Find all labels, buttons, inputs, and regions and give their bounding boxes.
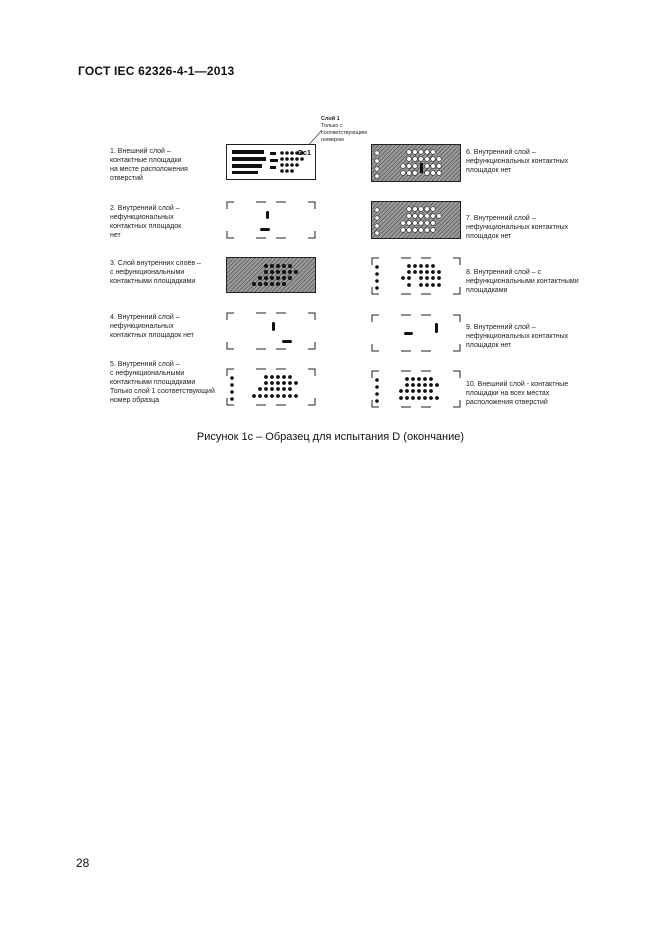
- label-layer-5: 5. Внутренний слой – с нефункциональными контактными площадками Только слой 1 соответствующий номер образца: [110, 361, 215, 404]
- label-layer-2: 2. Внутренний слой – нефункциональных контактных площадок нет: [110, 205, 182, 239]
- label-layer-9: 9. Внутренний слой – нефункциональных контактных площадок нет: [466, 324, 569, 349]
- sample-panel-layer-7: [371, 201, 461, 239]
- sample-panel-layer-5: [226, 368, 316, 406]
- sample-panel-layer-3: [226, 257, 316, 293]
- figure-caption: Рисунок 1с – Образец для испытания D (окончание): [196, 431, 465, 443]
- label-layer-1: 1. Внешний слой – контактные площадки на месте расположения отверстий: [110, 148, 188, 182]
- label-layer-7: 7. Внутренний слой – нефункциональных контактных площадок нет: [466, 215, 569, 240]
- label-layer-6: 6. Внутренний слой – нефункциональных контактных площадок нет: [466, 149, 569, 174]
- sample-panel-layer-4: [226, 312, 316, 350]
- sample-panel-layer-1: [226, 144, 316, 180]
- label-layer-3: 3. Слой внутренних слоёв – с нефункциональными контактными площадками: [110, 260, 201, 285]
- sample-panel-layer-10: [371, 370, 461, 408]
- sample-panel-layer-6: [371, 144, 461, 182]
- sample-panel-layer-9: [371, 314, 461, 352]
- panel-1-mark: Dᴄ1: [298, 150, 311, 157]
- page-header: ГОСТ IEC 62326-4-1—2013: [78, 64, 235, 78]
- callout-text: Только с соответствующим номером: [321, 123, 367, 143]
- label-layer-8: 8. Внутренний слой – с нефункциональными контактными площадками: [466, 269, 579, 294]
- sample-panel-layer-8: [371, 257, 461, 295]
- callout-title: Слой 1: [321, 116, 340, 122]
- label-layer-4: 4. Внутренний слой – нефункциональных контактных площадок нет: [110, 314, 194, 339]
- page-number: 28: [76, 856, 90, 870]
- sample-panel-layer-2: [226, 201, 316, 239]
- label-layer-10: 10. Внешний слой - контактные площадки на всех местах расположения отверстий: [466, 381, 569, 406]
